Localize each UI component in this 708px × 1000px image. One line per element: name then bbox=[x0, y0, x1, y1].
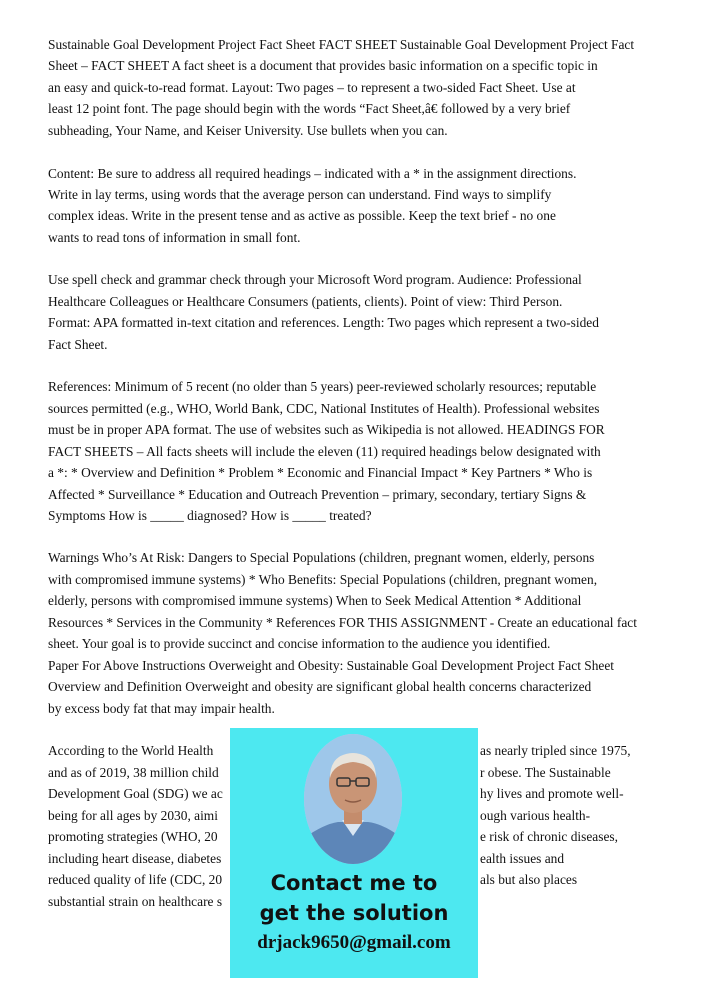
text-line: being for all ages by 2030, aimi bbox=[48, 808, 218, 823]
text-line: with compromised immune systems) * Who Benefits: Special Populations (children, pregnant women, bbox=[48, 572, 598, 587]
text-line: Format: APA formatted in-text citation and references. Length: Two pages which represent a two-sided bbox=[48, 315, 599, 330]
text-line: reduced quality of life (CDC, 20 bbox=[48, 872, 223, 887]
contact-ad-banner[interactable] bbox=[230, 728, 478, 978]
text-line: Affected * Surveillance * Education and Outreach Prevention – primary, secondary, tertiary Signs & bbox=[48, 487, 587, 502]
text-line: an easy and quick-to-read format. Layout: Two pages – to represent a two-sided Fact Sheet. Use at bbox=[48, 80, 576, 95]
text-line: ough various health- bbox=[480, 808, 591, 823]
text-line: and as of 2019, 38 million child bbox=[48, 765, 219, 780]
text-line: sheet. Your goal is to provide succinct and concise information to the audience you identified. bbox=[48, 636, 551, 651]
text-line: Paper For Above Instructions Overweight and Obesity: Sustainable Goal Development Project Fact Sheet bbox=[48, 658, 615, 673]
text-line: least 12 point font. The page should begin with the words “Fact Sheet,â€ followed by a very brief bbox=[48, 101, 571, 116]
text-line: als but also places bbox=[480, 872, 578, 887]
text-line: Resources * Services in the Community * References FOR THIS ASSIGNMENT - Create an educational fact bbox=[48, 615, 637, 630]
text-line: References: Minimum of 5 recent (no older than 5 years) peer-reviewed scholarly resources; reputable bbox=[48, 379, 597, 394]
text-line: r obese. The Sustainable bbox=[480, 765, 611, 780]
text-line: Development Goal (SDG) we ac bbox=[48, 786, 223, 801]
author-photo bbox=[304, 734, 402, 864]
text-line: ealth issues and bbox=[480, 851, 565, 866]
text-line: as nearly tripled since 1975, bbox=[480, 743, 631, 758]
text-line: Fact Sheet. bbox=[48, 337, 108, 352]
text-line: complex ideas. Write in the present tense and as active as possible. Keep the text brief - no one bbox=[48, 208, 556, 223]
text-line: elderly, persons with compromised immune systems) When to Seek Medical Attention * Additional bbox=[48, 593, 582, 608]
text-line: Content: Be sure to address all required headings – indicated with a * in the assignment directions. bbox=[48, 166, 577, 181]
text-line: Healthcare Colleagues or Healthcare Consumers (patients, clients). Point of view: Third Person. bbox=[48, 294, 563, 309]
text-line: including heart disease, diabetes bbox=[48, 851, 222, 866]
text-line: FACT SHEETS – All facts sheets will include the eleven (11) required headings below designated with bbox=[48, 444, 601, 459]
text-line: Overview and Definition Overweight and obesity are significant global health concerns characterized bbox=[48, 679, 592, 694]
contact-cta-line-1: Contact me to bbox=[270, 871, 438, 895]
text-line: hy lives and promote well- bbox=[480, 786, 624, 801]
text-line: Warnings Who’s At Risk: Dangers to Special Populations (children, pregnant women, elderly, persons bbox=[48, 550, 595, 565]
text-line: Symptoms How is _____ diagnosed? How is _____ treated? bbox=[48, 508, 372, 523]
text-line: sources permitted (e.g., WHO, World Bank, CDC, National Institutes of Health). Professional websites bbox=[48, 401, 600, 416]
text-line: substantial strain on healthcare s bbox=[48, 894, 223, 909]
text-line: wants to read tons of information in small font. bbox=[48, 230, 301, 245]
contact-cta-line-2: get the solution bbox=[259, 901, 449, 925]
text-line: e risk of chronic diseases, bbox=[480, 829, 618, 844]
contact-email-link[interactable]: drjack9650@gmail.com bbox=[257, 932, 451, 953]
text-line: Use spell check and grammar check through your Microsoft Word program. Audience: Professional bbox=[48, 272, 582, 287]
portrait-image bbox=[304, 734, 402, 864]
text-line: Sheet – FACT SHEET A fact sheet is a document that provides basic information on a specific topic in bbox=[48, 58, 598, 73]
text-line: Sustainable Goal Development Project Fact Sheet FACT SHEET Sustainable Goal Development Project Fact bbox=[48, 37, 635, 52]
text-line: must be in proper APA format. The use of websites such as Wikipedia is not allowed. HEADINGS FOR bbox=[48, 422, 605, 437]
text-line: a *: * Overview and Definition * Problem * Economic and Financial Impact * Key Partners * Who is bbox=[48, 465, 593, 480]
text-line: by excess body fat that may impair health. bbox=[48, 701, 275, 716]
text-line: Write in lay terms, using words that the average person can understand. Find ways to simplify bbox=[48, 187, 552, 202]
text-line: subheading, Your Name, and Keiser University. Use bullets when you can. bbox=[48, 123, 448, 138]
text-line: promoting strategies (WHO, 20 bbox=[48, 829, 218, 844]
text-line: According to the World Health bbox=[48, 743, 214, 758]
